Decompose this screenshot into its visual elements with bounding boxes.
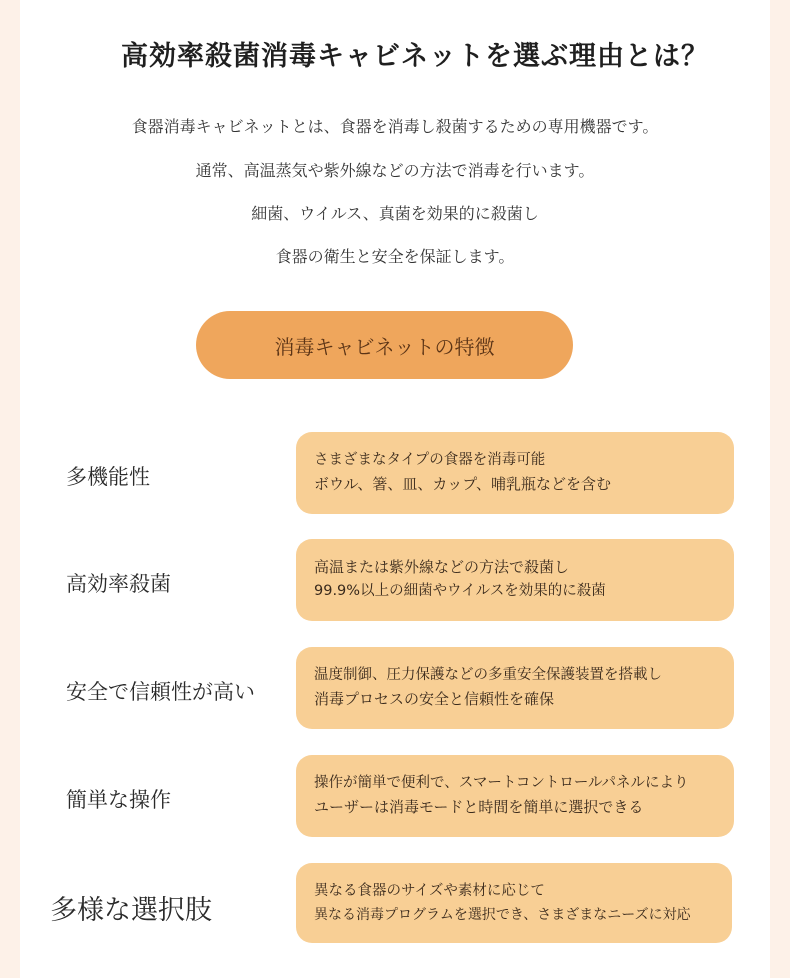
page-title: 高効率殺菌消毒キャビネットを選ぶ理由とは？ — [121, 41, 709, 72]
feature-label-multifunction: 多機能性 — [66, 465, 150, 489]
feature-card-line-2: ボウル、箸、皿、カップ、哺乳瓶などを含む — [314, 475, 612, 493]
feature-card-line-1: 高温または紫外線などの方法で殺菌し — [314, 558, 570, 576]
feature-card-line-2: 異なる消毒プログラムを選択でき、さまざまなニーズに対応 — [314, 907, 691, 923]
feature-label-options: 多様な選択肢 — [50, 895, 212, 926]
feature-label-safety: 安全で信頼性が高い — [66, 680, 255, 704]
feature-card-safety — [296, 647, 734, 729]
feature-card-line-1: さまざまなタイプの食器を消毒可能 — [314, 452, 546, 468]
feature-card-options — [296, 863, 732, 943]
feature-card-line-1: 温度制御、圧力保護などの多重安全保護装置を搭載し — [314, 667, 662, 683]
intro-line-2: 通常、高温蒸気や紫外線などの方法で消毒を行います。 — [195, 161, 595, 180]
intro-line-4: 食器の衛生と安全を保証します。 — [275, 247, 515, 266]
feature-card-easy-operation — [296, 755, 734, 837]
feature-card-line-2: ユーザーは消毒モードと時間を簡単に選択できる — [314, 798, 644, 816]
feature-card-line-2: 消毒プロセスの安全と信頼性を確保 — [314, 690, 555, 708]
feature-card-line-2: 99.9%以上の細菌やウイルスを効果的に殺菌 — [314, 583, 606, 599]
feature-card-line-1: 操作が簡単で便利で、スマートコントロールパネルにより — [314, 775, 689, 791]
feature-card-multifunction — [296, 432, 734, 514]
features-section-button[interactable]: 消毒キャビネットの特徴 — [196, 311, 573, 379]
feature-card-sterilization — [296, 539, 734, 621]
feature-label-sterilization: 高効率殺菌 — [66, 572, 171, 596]
intro-line-3: 細菌、ウイルス、真菌を効果的に殺菌し — [251, 204, 539, 223]
intro-line-1: 食器消毒キャビネットとは、食器を消毒し殺菌するための専用機器です。 — [131, 117, 659, 136]
feature-card-line-1: 異なる食器のサイズや素材に応じて — [314, 883, 545, 899]
feature-label-easy-operation: 簡単な操作 — [66, 788, 171, 812]
